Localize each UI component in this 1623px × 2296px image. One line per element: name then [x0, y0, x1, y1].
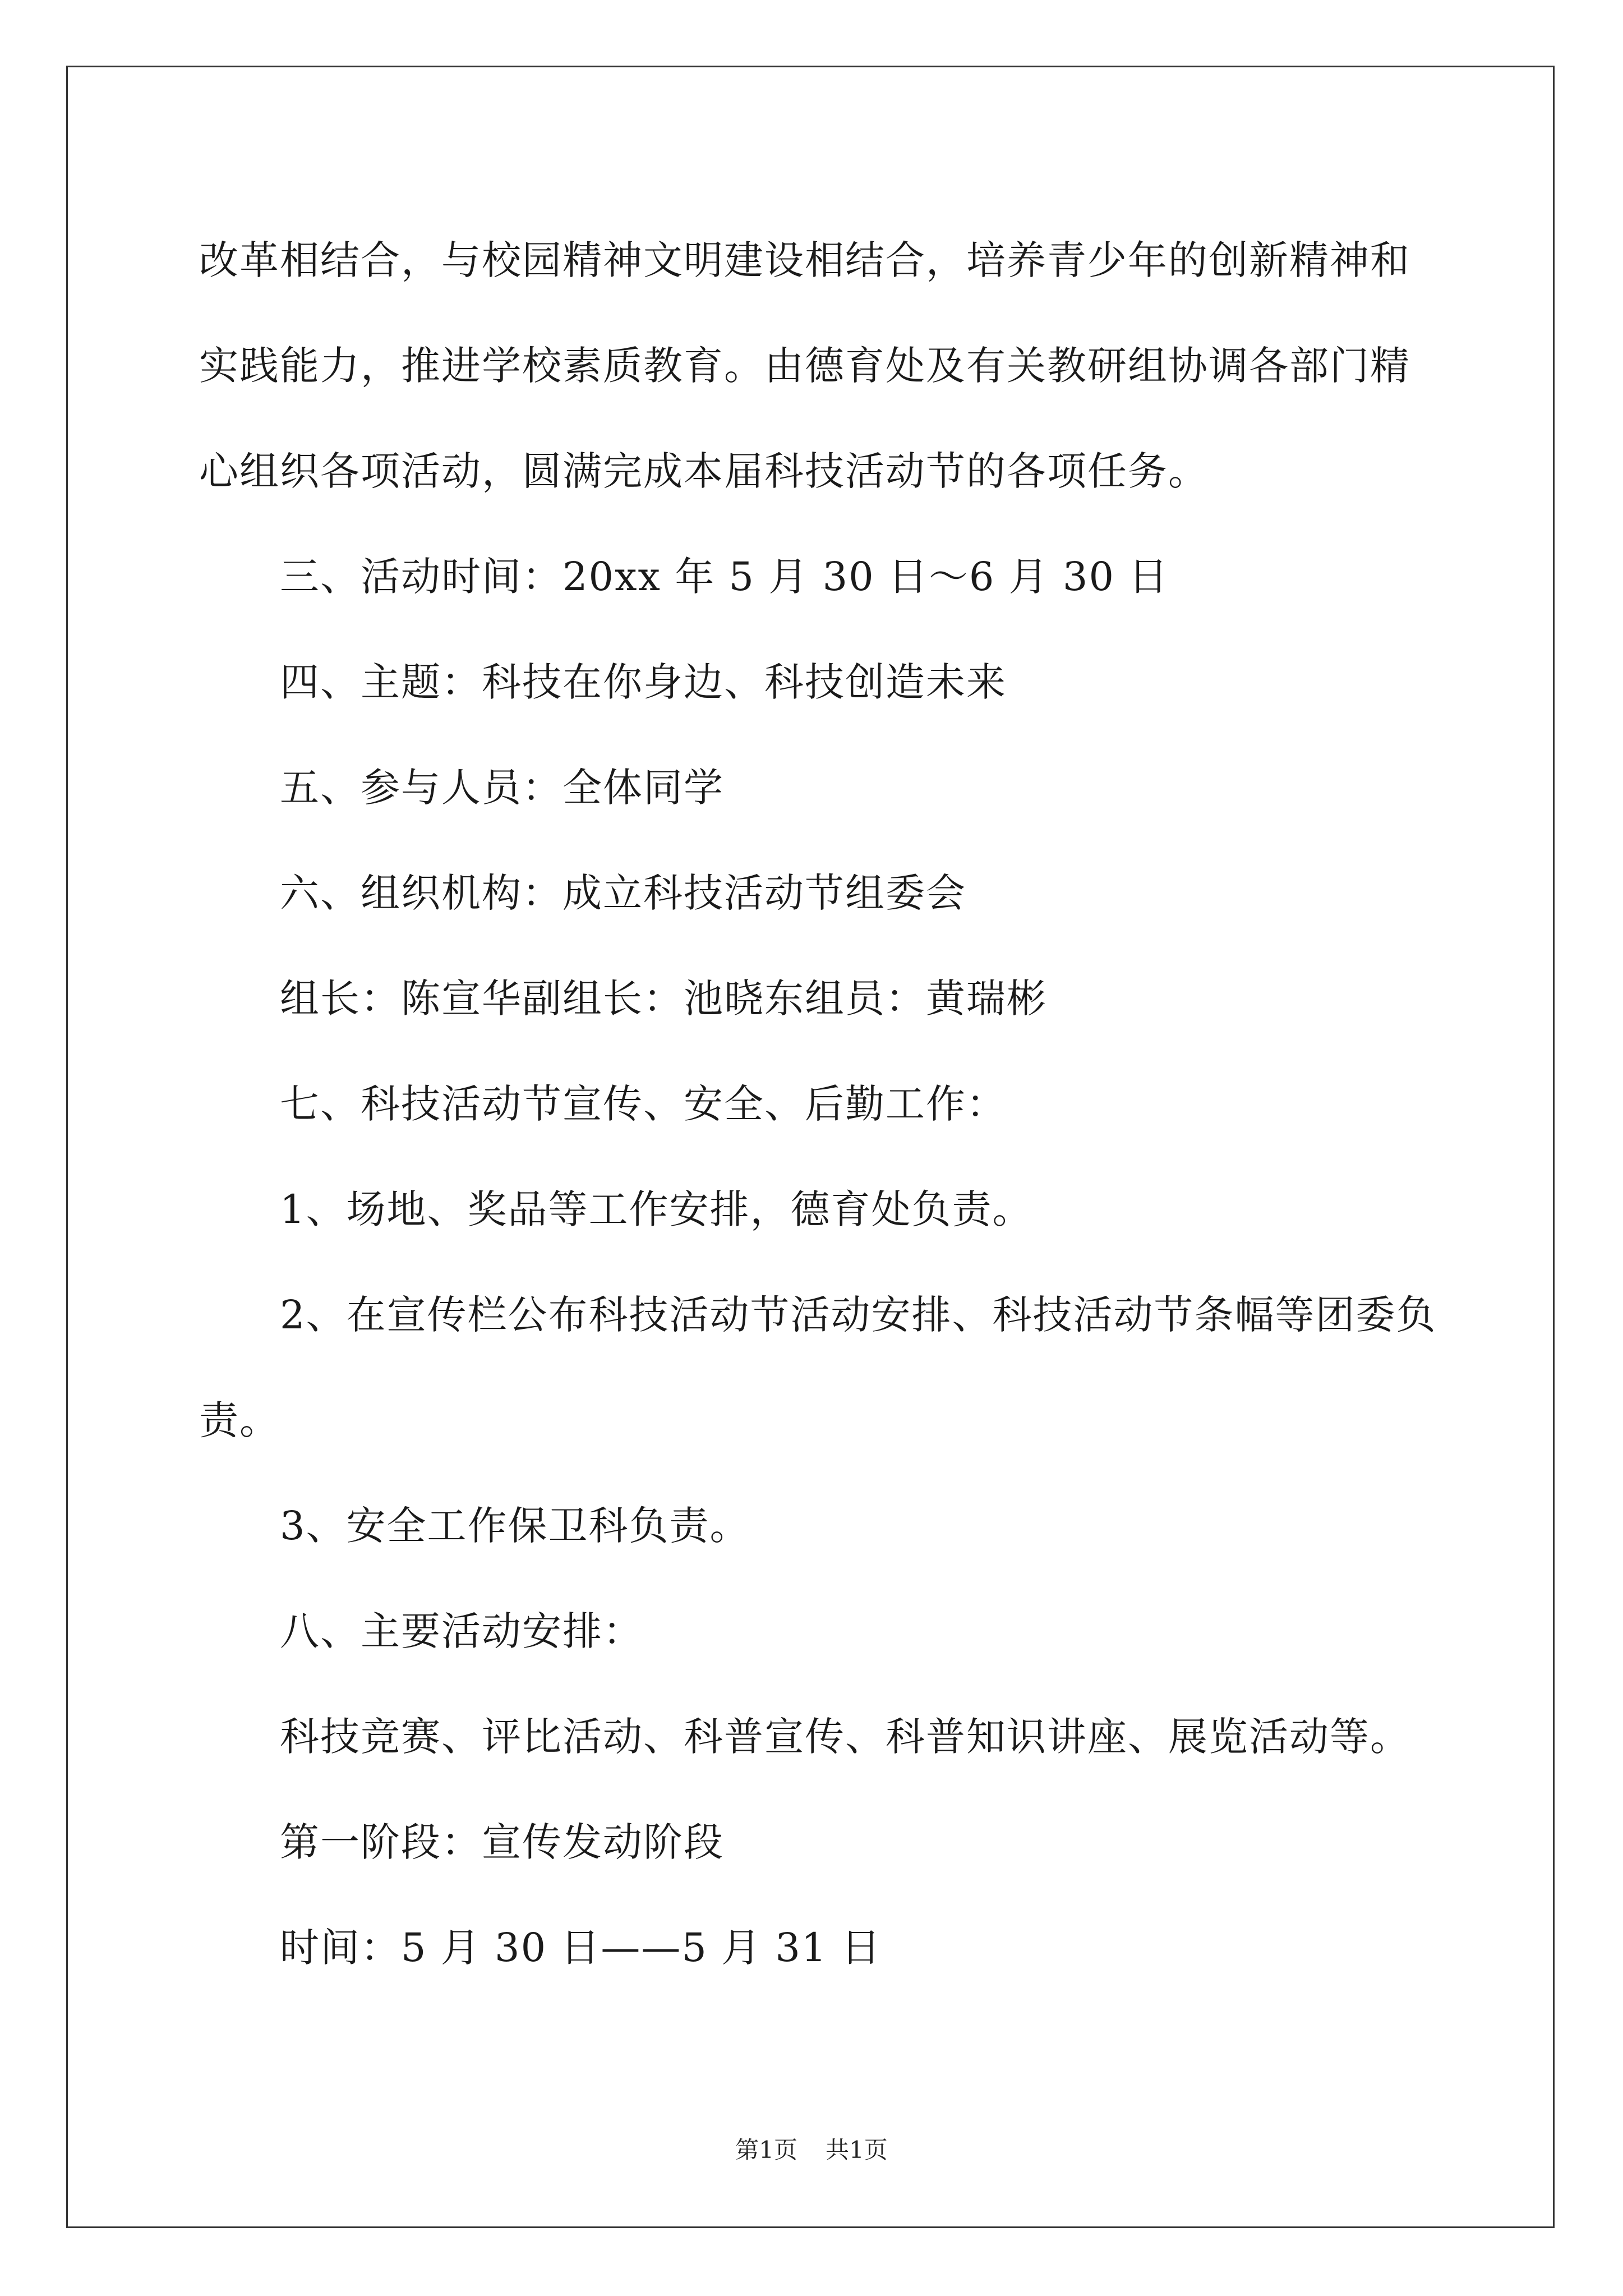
phase-one-time-line: 时间：5 月 30 日——5 月 31 日 [280, 1925, 882, 1971]
text-line-1: 改革相结合，与校园精神文明建设相结合，培养青少年的创新精神和 [199, 237, 1410, 283]
document-body [199, 208, 1437, 2000]
participants-line: 五、参与人员：全体同学 [280, 765, 724, 811]
page-number: 第1页 [735, 2136, 797, 2164]
logistics-item-3: 3、安全工作保卫科负责。 [280, 1503, 750, 1549]
text-line-3: 心组织各项活动，圆满完成本届科技活动节的各项任务。 [199, 448, 1209, 494]
page-total: 共1页 [826, 2136, 888, 2164]
logistics-item-2-cont: 责。 [199, 1397, 280, 1443]
phase-one-line: 第一阶段：宣传发动阶段 [280, 1819, 724, 1865]
logistics-item-1: 1、场地、奖品等工作安排，德育处负责。 [280, 1186, 1033, 1232]
text-line-2: 实践能力，推进学校素质教育。由德育处及有关教研组协调各部门精 [199, 343, 1410, 389]
page-footer [0, 2132, 1623, 2165]
organization-line: 六、组织机构：成立科技活动节组委会 [280, 870, 966, 916]
logistics-heading: 七、科技活动节宣传、安全、后勤工作： [280, 1081, 1007, 1127]
logistics-item-2: 2、在宣传栏公布科技活动节活动安排、科技活动节条幅等团委负 [280, 1292, 1437, 1338]
theme-line: 四、主题：科技在你身边、科技创造未来 [280, 659, 1007, 705]
members-line: 组长：陈宣华副组长：池晓东组员：黄瑞彬 [280, 976, 1047, 1022]
activity-time-line: 三、活动时间：20xx 年 5 月 30 日～6 月 30 日 [280, 554, 1169, 600]
activities-heading: 八、主要活动安排： [280, 1608, 643, 1654]
activities-list: 科技竞赛、评比活动、科普宣传、科普知识讲座、展览活动等。 [280, 1714, 1410, 1760]
